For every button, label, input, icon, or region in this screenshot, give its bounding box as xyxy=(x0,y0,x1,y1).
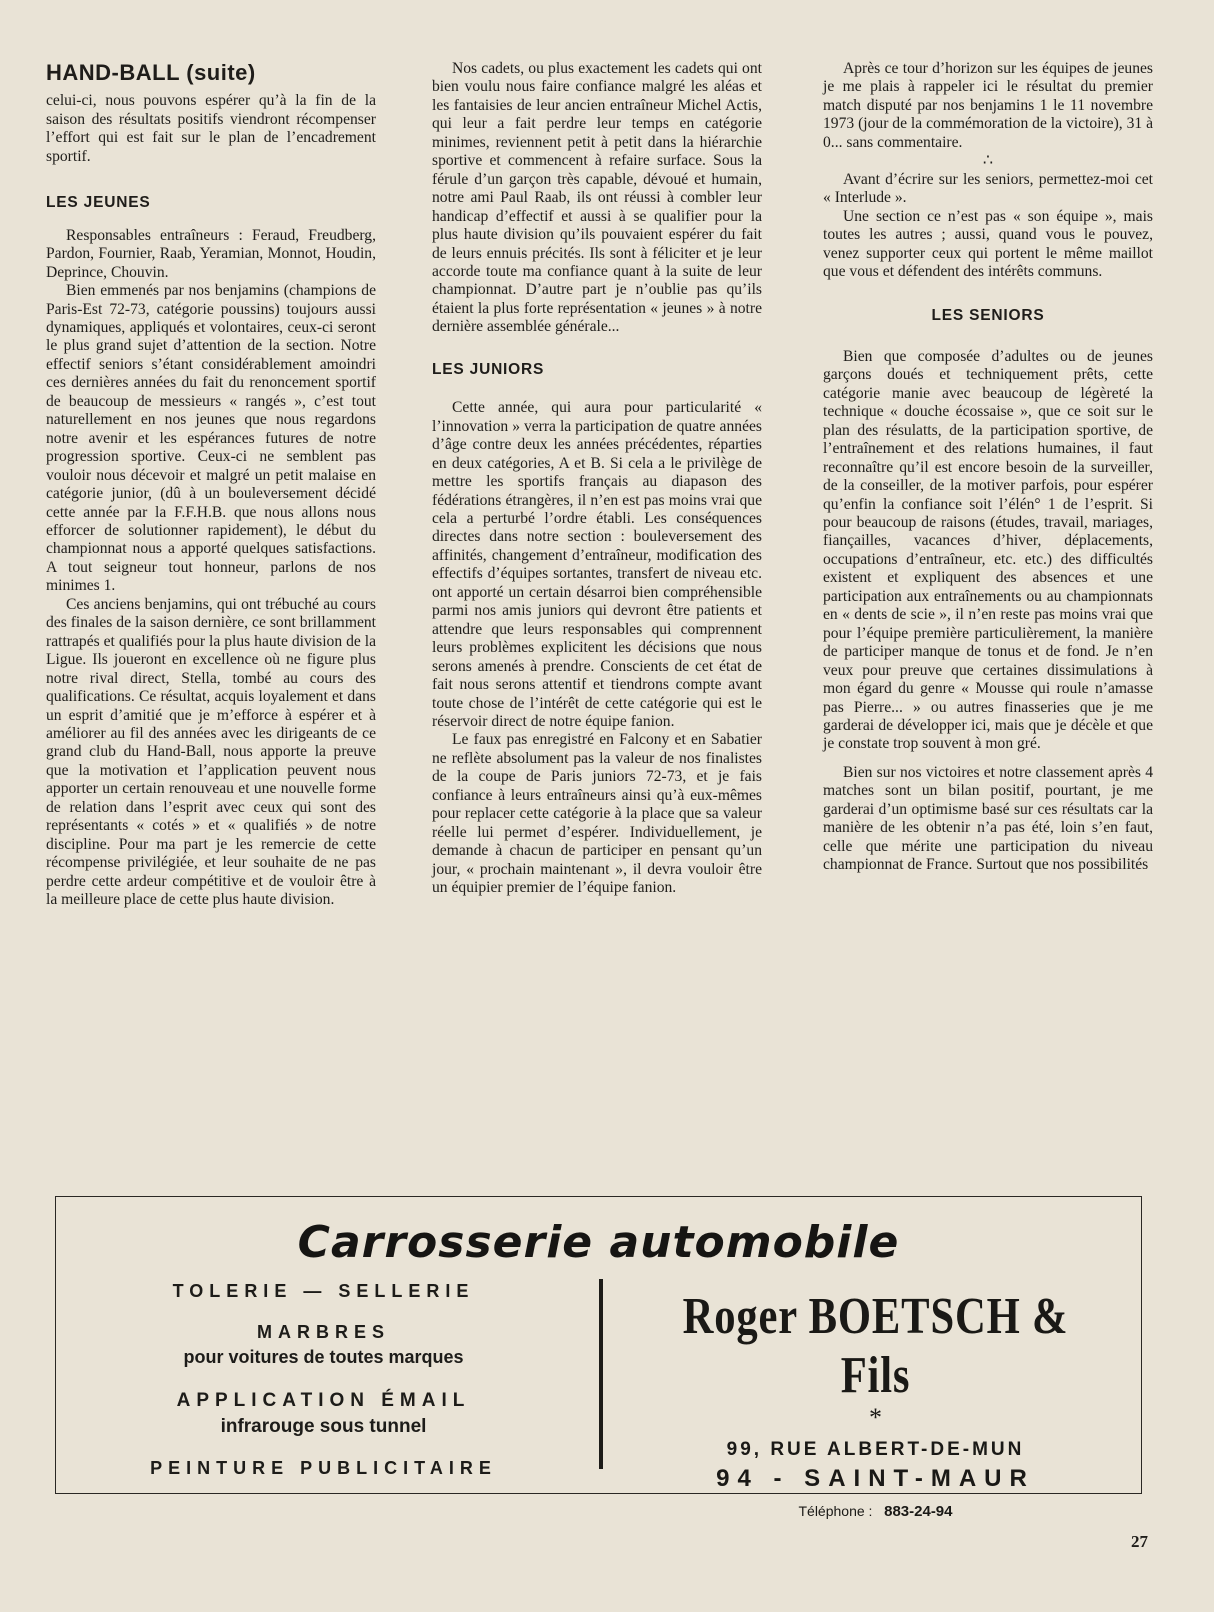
paragraph: Nos cadets, ou plus exactement les cadets qui ont bien voulu nous faire confiance malgré les aléas et les fantaisies de leur ancien entraîneur Michel Actis, qui leur a fait perdre leur temps en catégorie minimes, reviennent petit à petit dans la hiérarchie sportive et commencent à refaire surface. Sous la férule d’un garçon très capable, dévoué et humain, notre ami Paul Raab, ils ont réussi à combler leur handicap d’effectif et aussi à se qualifier pour la plus haute division qu’ils pouvaient espérer du fait de leurs ennuis précités. Ils sont à féliciter et je leur accorde toute ma confiance quant à la suite de leur championnat. D’autre part je n’oublie pas qu’ils étaient la plus forte représentation « jeunes » à notre dernière assemblée générale... xyxy=(432,60,762,336)
ad-telephone-number: 883-24-94 xyxy=(884,1503,953,1520)
paragraph: Avant d’écrire sur les seniors, permettez-moi cet « Interlude ». xyxy=(823,170,1153,207)
ad-contact xyxy=(608,1273,1143,1520)
column-3 xyxy=(823,60,1153,875)
ad-line-infrarouge: infrarouge sous tunnel xyxy=(220,1416,427,1437)
ad-address-street: 99, RUE ALBERT-DE-MUN xyxy=(726,1439,1025,1460)
section-heading-juniors: LES JUNIORS xyxy=(432,360,545,378)
ad-firm-name: Roger BOETSCH & Fils xyxy=(682,1288,1069,1404)
advertisement xyxy=(55,1196,1142,1520)
paragraph: Le faux pas enregistré en Falcony et en Sabatier ne reflète absolument pas la valeur de nos finalistes de la coupe de Paris juniors 72-73, et je fais confiance à leurs entraîneurs ainsi qu’à eux-mêmes pour replacer cette catégorie à la place que sa valeur réelle lui permet d’espérer. Individuellement, je demande à chacun de participer en pensant qu’un jour, « prochain maintenant », il devra vouloir être un équipier premier de l’équipe fanion. xyxy=(432,731,762,897)
ad-line-marbres: MARBRES xyxy=(256,1322,390,1342)
paragraph: Bien que composée d’adultes ou de jeunes garçons doués et techniquement prêts, cette catégorie manie avec beaucoup de légèreté la technique « douche écossaise », que ce soit sur le plan des résulatts, de la participation sportive, de l’entraînement et des relations humaines, il faut reconnaître qu’il est encore besoin de la surveiller, de la conseiller, de la motiver parfois, pour espérer qu’enfin la confiance soit l’élén° 1 de l’esprit. Si pour beaucoup de raisons (études, travail, mariages, fiançailles, vacances d’hiver, déplacements, occupations d’entraîneur, etc. etc.) des difficultés existent et expliquent des absences et une participation aux entraînements ou au championnats en « dents de scie », il n’en reste pas moins vrai que pour l’équipe première particulièrement, la manière de participer manque de tonus et de fond. Je n’en veux pour preuve que certaines dissimulations à mon égard du genre « Mousse qui roule n’amasse pas Pierre... » ou autres finasseries que je me garderai de développer ici, mais que je décèle et que je constate trop souvent à mon gré. xyxy=(823,347,1153,753)
paragraph: Bien emmenés par nos benjamins (champions de Paris-Est 72-73, catégorie poussins) toujours aussi dynamiques, appliqués et volontaires, ceux-ci seront le plus grand sujet d’attention de la section. Notre effectif seniors s’étant considérablement amoindri ces dernières années du fait du renoncement sportif de beaucoup de messieurs « rangés », c’est tout naturellement en nos jeunes que nous regardons notre avenir et les espérances futures de notre progression sportive. Ceux-ci ne semblent pas vouloir nous décevoir et malgré un petit malaise en catégorie junior, (dû à un bouleversement décidé cette année par la F.F.H.B. que nous allons nous efforcer de solutionner rapidement), le début du championnat nous a apporté quelques satisfactions. A tout seigneur tout honneur, parlons de nos minimes 1. xyxy=(46,282,376,595)
article-title: HAND-BALL (suite) xyxy=(46,60,256,85)
separator-dots: ∴ xyxy=(982,152,994,170)
ad-line-voitures: pour voitures de toutes marques xyxy=(183,1347,464,1367)
paragraph: Cette année, qui aura pour particularité « l’innovation » verra la participation de quatre années d’âge contre deux les années précédentes, réparties en deux catégories, A et B. Si cela a le privilège de mettre les sportifs français au diapason des fédérations étrangères, il n’en est pas moins vrai que cela a perturbé l’ordre établi. Les conséquences directes dans notre section : bouleversement des affinités, changement d’entraîneur, modification des effectifs d’équipes sortantes, transfert de niveau etc. ont apporté un certain désarroi bien compréhensible parmi nos amis juniors qui devront être patients et attendre que leurs responsables qui comprennent leurs problèmes explicitent les décisions que nous serons amenés à prendre. Conscients de cet état de fait nous serons attentif et tiendrons compte avant toute chose de l’intérêt de cette catégorie qui est le réservoir direct de notre équipe fanion. xyxy=(432,399,762,730)
ad-divider xyxy=(599,1279,603,1469)
paragraph: Responsables entraîneurs : Feraud, Freudberg, Pardon, Fournier, Raab, Yeramian, Monnot, Houdin, Deprince, Chouvin. xyxy=(46,226,376,281)
paragraph: Ces anciens benjamins, qui ont trébuché au cours des finales de la saison dernière, ce sont brillamment rattrapés et qualifiés pour la plus haute division de la Ligue. Ils joueront en excellence où ne figure plus notre rival direct, Stella, tombé au cours des qualifications. Ce résultat, acquis loyalement et dans un esprit d’amitié que je m’efforce à espérer et à améliorer au fil des années avec les dirigeants de ce grand club du Hand-Ball, nous apporte la preuve que la motivation et l’application peuvent nous apporter un certain renouveau et une nouvelle forme de relation dans l’esprit avec ceux qui sont des représentants « cotés » et « qualifiés » de notre discipline. Pour ma part je les remercie de cette récompense privilégiée, et leur souhaite de ne pas perdre cette ardeur compétitive et de vouloir être à la meilleure place de cette plus haute division. xyxy=(46,595,376,909)
section-heading-jeunes: LES JEUNES xyxy=(46,194,151,212)
ad-line-peinture: PEINTURE PUBLICITAIRE xyxy=(150,1458,497,1478)
ad-telephone-label: Téléphone : xyxy=(798,1503,873,1519)
section-heading-seniors: LES SENIORS xyxy=(931,307,1045,325)
ad-services xyxy=(56,1273,591,1479)
ad-line-tolerie: TOLERIE — SELLERIE xyxy=(172,1281,475,1301)
paragraph: Bien sur nos victoires et notre classement après 4 matches sont un bilan positif, pourtant, je me garderai d’un optimisme basé sur ces résultats car la manière de les obtenir n’a pas été, loin s’en faut, celle que mérite une participation du niveau championnat de France. Surtout que nos possibilités xyxy=(823,763,1153,874)
column-1 xyxy=(46,60,376,909)
star-icon: * xyxy=(869,1403,882,1432)
paragraph: Après ce tour d’horizon sur les équipes de jeunes je me plais à rappeler ici le résultat du premier match disputé par nos benjamins 1 le 11 novembre 1973 (jour de la commémoration de la victoire), 31 à 0... sans commentaire. xyxy=(823,60,1153,151)
page-number: 27 xyxy=(1131,1532,1148,1551)
ad-address-city: 94 - SAINT-MAUR xyxy=(716,1465,1035,1492)
paragraph: celui-ci, nous pouvons espérer qu’à la fin de la saison des résultats positifs viendront récompenser l’effort qui est fait sur le plan de l’encadrement sportif. xyxy=(46,92,376,165)
ad-line-application: APPLICATION ÉMAIL xyxy=(176,1390,471,1411)
ad-title: Carrosserie automobile xyxy=(297,1217,900,1268)
paragraph: Une section ce n’est pas « son équipe », mais toutes les autres ; aussi, quand vous le pouvez, venez supporter ceux qui portent le même maillot que vous et défendent des intérêts communs. xyxy=(823,207,1153,280)
column-2 xyxy=(432,60,762,897)
ad-telephone xyxy=(608,1503,1143,1520)
